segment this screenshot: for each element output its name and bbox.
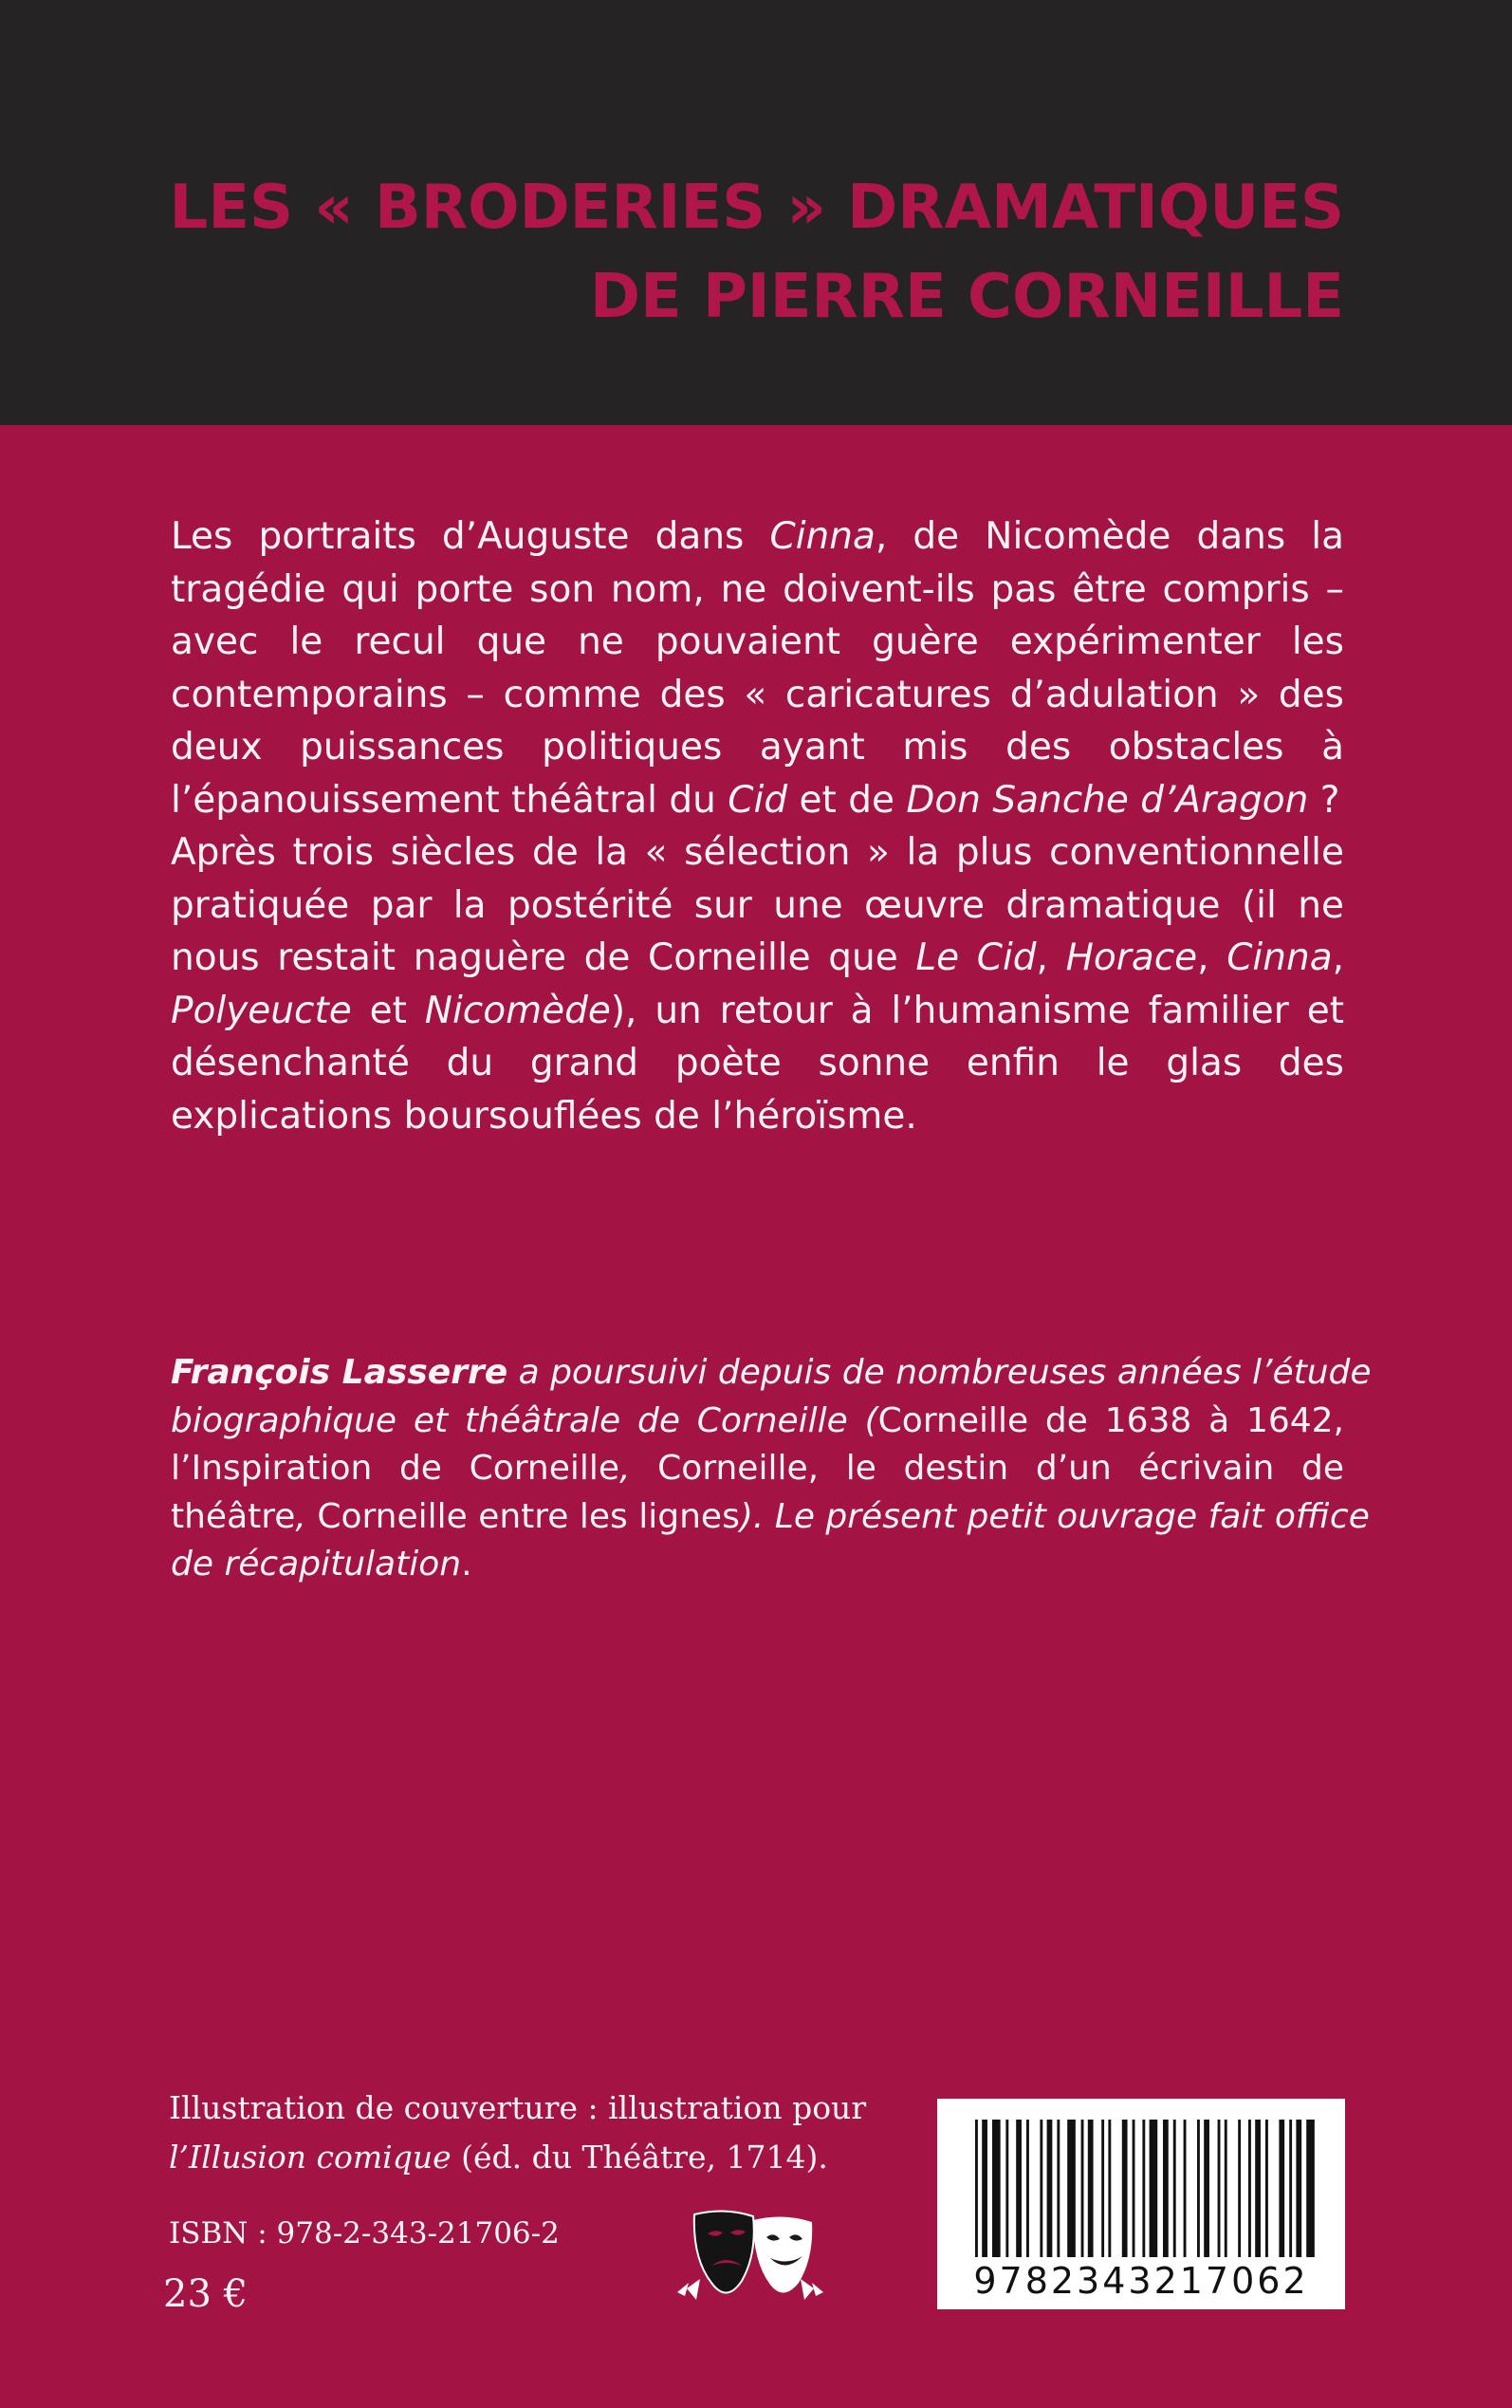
text-run: , xyxy=(619,1449,631,1488)
text-run: Nicomède xyxy=(424,989,611,1032)
title-line-1: LES « BRODERIES » DRAMATIQUES xyxy=(169,173,1344,243)
summary-paragraph-2 xyxy=(171,826,1344,1142)
barcode-bar xyxy=(1067,2120,1076,2257)
text-run: Le Cid xyxy=(915,936,1037,979)
text-run: Don Sanche d’Aragon xyxy=(906,778,1309,822)
barcode-bar xyxy=(1184,2120,1187,2257)
cover-illustration-credit xyxy=(169,2084,890,2182)
barcode-icon xyxy=(937,2099,1345,2260)
text-run: Polyeucte xyxy=(171,989,352,1032)
text-run: , xyxy=(295,1496,306,1536)
text-run: et xyxy=(351,989,425,1032)
barcode-bar xyxy=(1248,2120,1251,2257)
barcode-bar xyxy=(1047,2120,1053,2257)
text-run: , xyxy=(1332,936,1345,979)
barcode-digits: 9782343217062 xyxy=(973,2260,1309,2302)
bio-line xyxy=(171,1398,1344,1446)
bio-line xyxy=(171,1541,1344,1589)
author-bio xyxy=(171,1349,1372,1589)
barcode-bar xyxy=(1108,2120,1111,2257)
barcode-bar xyxy=(1133,2120,1135,2257)
credit-line-1: Illustration de couverture : illustration pour xyxy=(169,2089,867,2126)
barcode-bar xyxy=(1081,2120,1084,2257)
barcode-bar xyxy=(1265,2120,1268,2257)
barcode-bar xyxy=(1057,2120,1060,2257)
bio-line xyxy=(171,1493,1370,1542)
text-run: a poursuivi depuis de nombreuses années l’étude xyxy=(507,1353,1372,1392)
barcode-bar xyxy=(1150,2120,1158,2257)
text-run: ). Le présent petit ouvrage fait office xyxy=(739,1496,1370,1536)
text-run: , xyxy=(1036,936,1066,979)
book-title xyxy=(111,163,1344,342)
text-run: , de Nicomède dans la tragédie qui porte son nom, ne doivent-ils pas être compris – avec le recul que ne pouvaient guère expérimenter les contemporains – comme des « caricatures d’adulation » des deux puissances politiques ayant mis des obstacles à l’épanouissement théâtral du xyxy=(171,515,1344,822)
text-run: Corneille de 1638 à 1642, xyxy=(877,1400,1345,1440)
summary-paragraph-1 xyxy=(171,510,1344,826)
text-run: Horace xyxy=(1065,936,1198,979)
title-line-2: DE PIERRE CORNEILLE xyxy=(589,262,1344,332)
barcode-bar xyxy=(1088,2120,1094,2257)
barcode-bar xyxy=(1142,2120,1145,2257)
summary-text xyxy=(171,510,1344,1142)
barcode-bar xyxy=(1289,2120,1292,2257)
text-run: ? xyxy=(1308,778,1340,822)
barcode-bar xyxy=(1122,2120,1128,2257)
credit-line-2 xyxy=(169,2133,890,2182)
credit-work-title: l’Illusion comique xyxy=(169,2139,452,2176)
theater-masks-logo-icon xyxy=(672,2209,829,2309)
credit-edition: (éd. du Théâtre, 1714). xyxy=(451,2139,828,2176)
barcode-bar xyxy=(1005,2120,1008,2257)
barcode-bar xyxy=(1101,2120,1104,2257)
text-run: Cinna xyxy=(1226,936,1333,979)
isbn-number: ISBN : 978-2-343-21706-2 xyxy=(169,2216,560,2251)
text-run: . xyxy=(461,1545,472,1584)
barcode-bar xyxy=(1204,2120,1209,2257)
barcode-bar xyxy=(975,2120,978,2257)
barcode-bar xyxy=(1225,2120,1227,2257)
text-run: François Lasserre xyxy=(171,1353,508,1392)
barcode-bar xyxy=(982,2120,987,2257)
barcode xyxy=(937,2099,1345,2309)
text-run: Cid xyxy=(728,778,788,822)
barcode-bar xyxy=(1238,2120,1241,2257)
barcode-bar xyxy=(1197,2120,1200,2257)
bio-line xyxy=(171,1349,1372,1398)
barcode-bar xyxy=(1026,2120,1029,2257)
text-run: de récapitulation xyxy=(171,1545,462,1584)
text-run: théâtre xyxy=(171,1496,296,1536)
text-run: , xyxy=(1197,936,1227,979)
text-run: Les portraits d’Auguste dans xyxy=(171,515,770,558)
text-run: et de xyxy=(787,778,907,822)
barcode-bar xyxy=(1296,2120,1301,2257)
barcode-bar xyxy=(1279,2120,1284,2257)
barcode-bar xyxy=(1040,2120,1042,2257)
price: 23 € xyxy=(163,2272,249,2316)
barcode-bar xyxy=(1173,2120,1176,2257)
text-run: l’Inspiration de Corneille xyxy=(171,1449,620,1488)
barcode-bar xyxy=(1306,2120,1315,2257)
text-run: Après trois siècles de la « sélection » la plus conventionnelle pratiquée par la postérité sur une œuvre dramatique (il ne nous restait naguère de Corneille que xyxy=(171,831,1344,979)
barcode-bar xyxy=(1218,2120,1221,2257)
barcode-bar xyxy=(1016,2120,1022,2257)
barcode-bar xyxy=(992,2120,1001,2257)
text-run: ), un retour à l’humanisme familier et désenchanté du grand poète sonne enfin le glas des explications boursouflées de l’héroïsme. xyxy=(171,989,1344,1138)
text-run: Cinna xyxy=(769,515,876,558)
bio-line xyxy=(171,1445,1344,1493)
barcode-bar xyxy=(1163,2120,1169,2257)
text-run: Corneille, le destin d’un écrivain de xyxy=(630,1449,1344,1488)
text-run: Corneille entre les lignes xyxy=(305,1496,740,1536)
barcode-bar xyxy=(1255,2120,1261,2257)
text-run: biographique et théâtrale de Corneille ( xyxy=(171,1400,878,1440)
